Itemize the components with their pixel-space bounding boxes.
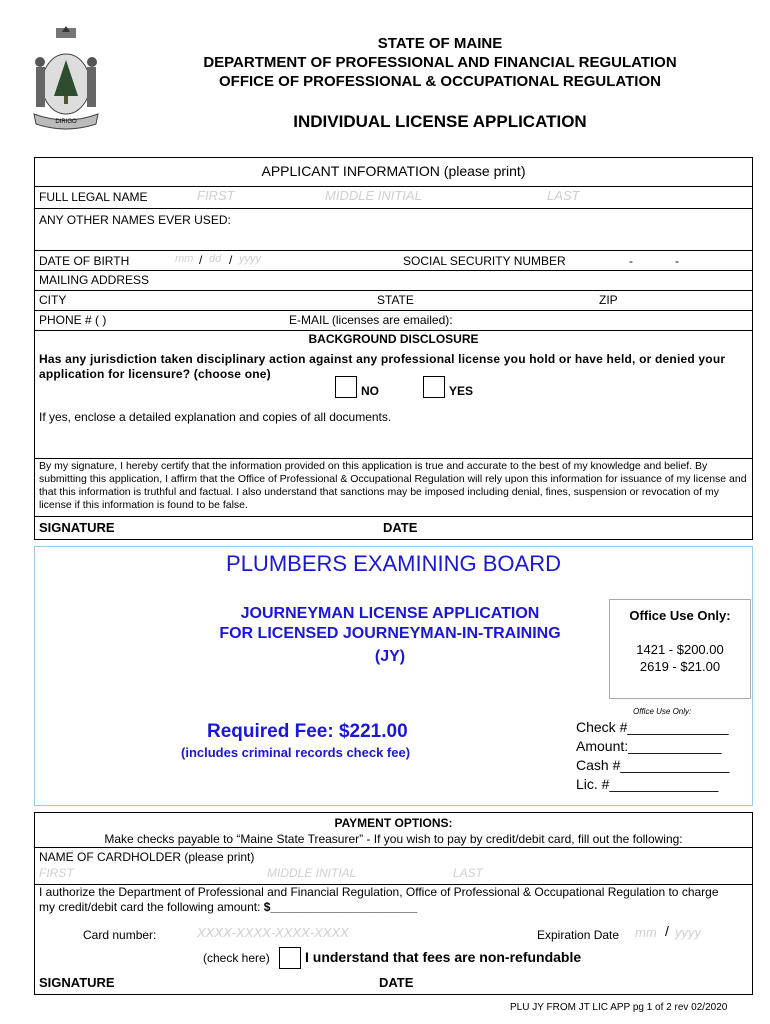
cardholder-label: NAME OF CARDHOLDER (please print) <box>39 850 255 864</box>
background-section <box>35 330 752 459</box>
background-question: Has any jurisdiction taken disciplinary action against any professional license you hold or have held, or denied your application for licensure? (choose one) <box>39 352 726 381</box>
payment-signature-label: SIGNATURE <box>39 975 115 990</box>
office-line-1: 1421 - $200.00 <box>636 642 724 657</box>
background-note: If yes, enclose a detailed explanation and copies of all documents. <box>39 410 392 424</box>
payment-form <box>34 812 753 995</box>
yes-label: YES <box>449 384 474 398</box>
certification-text: By my signature, I hereby certify that the information provided on this application is true and accurate to the best of my knowledge and belief. By submitting this application, I affirm that the Office of Professional & Occupational Regulation will rely upon this information for issuance of my license and that this information is truthful and factual. I also understand that sanctions may be imposed including denial, fines, suspension or revocation of my license if this information is found to be false. <box>39 460 747 511</box>
expiration-label: Expiration Date <box>537 928 620 942</box>
ssn-sep-2: - <box>675 254 679 268</box>
middle-initial-input[interactable]: MIDDLE INITIAL <box>325 188 422 203</box>
other-names-field[interactable] <box>35 208 752 251</box>
full-name-field[interactable] <box>35 186 752 209</box>
amount-field: Amount:____________ <box>576 738 722 754</box>
charge-amount-field[interactable]: $______________________ <box>263 900 418 914</box>
maine-state-seal <box>30 26 102 136</box>
email-label: E-MAIL (licenses are emailed): <box>289 313 453 327</box>
mailing-address-field[interactable] <box>35 270 752 291</box>
nonrefundable-checkbox[interactable] <box>279 947 301 969</box>
dob-day-input[interactable]: dd <box>209 253 222 265</box>
applicant-signature-row[interactable] <box>35 516 752 540</box>
yes-checkbox[interactable] <box>423 376 445 398</box>
form-footer: PLU JY FROM JT LIC APP pg 1 of 2 rev 02/2020 <box>510 1002 728 1013</box>
dob-month-input[interactable]: mm <box>175 253 194 265</box>
applicant-section-title: APPLICANT INFORMATION (please print) <box>261 163 526 179</box>
board-section <box>34 546 753 806</box>
mailing-address-label: MAILING ADDRESS <box>39 273 150 287</box>
app-line-2: FOR LICENSED JOURNEYMAN-IN-TRAINING <box>219 625 561 642</box>
fee-note: (includes criminal records check fee) <box>181 745 411 760</box>
applicant-form <box>34 157 753 540</box>
date-label: DATE <box>383 520 418 535</box>
expiration-month-input[interactable]: mm <box>635 925 657 940</box>
app-line-1: JOURNEYMAN LICENSE APPLICATION <box>240 605 540 622</box>
payment-instructions: Make checks payable to “Maine State Treasurer” - If you wish to pay by credit/debit card, fill out the following: <box>104 832 683 846</box>
header-department: DEPARTMENT OF PROFESSIONAL AND FINANCIAL REGULATION <box>203 54 677 71</box>
office-small-label: Office Use Only: <box>633 707 692 716</box>
office-title: Office Use Only: <box>629 608 731 623</box>
authorize-text <box>39 885 719 915</box>
dob-label: DATE OF BIRTH <box>39 254 130 268</box>
first-name-input[interactable]: FIRST <box>197 188 235 203</box>
dob-sep-1: / <box>199 253 203 267</box>
board-title: PLUMBERS EXAMINING BOARD <box>226 551 561 576</box>
app-line-3: (JY) <box>374 648 406 665</box>
required-fee: Required Fee: $221.00 <box>207 721 408 742</box>
signature-label: SIGNATURE <box>39 520 115 535</box>
page-title: INDIVIDUAL LICENSE APPLICATION <box>293 112 587 131</box>
ssn-sep-1: - <box>629 254 633 268</box>
card-number-label: Card number: <box>83 928 157 942</box>
svg-text:DIRIGO: DIRIGO <box>55 119 77 125</box>
no-checkbox[interactable] <box>335 376 357 398</box>
header-state: STATE OF MAINE <box>377 35 503 52</box>
dob-year-input[interactable]: yyyy <box>239 253 261 265</box>
zip-label: ZIP <box>599 293 618 307</box>
header-office: OFFICE OF PROFESSIONAL & OCCUPATIONAL REGULATION <box>219 73 661 90</box>
phone-label: PHONE # ( ) <box>39 313 107 327</box>
office-use-box <box>609 599 751 699</box>
dob-sep-2: / <box>229 253 233 267</box>
cash-number-field: Cash #______________ <box>576 757 730 773</box>
expiration-sep: / <box>665 923 669 939</box>
state-label: STATE <box>377 293 414 307</box>
other-names-label: ANY OTHER NAMES EVER USED: <box>39 213 231 227</box>
payment-title: PAYMENT OPTIONS: <box>334 816 453 830</box>
no-label: NO <box>361 384 379 398</box>
check-here-label: (check here) <box>203 951 270 965</box>
nonrefundable-label: I understand that fees are non-refundable <box>305 949 582 965</box>
authorize-statement: I authorize the Department of Professional and Financial Regulation, Office of Professional & Occupational Regulation to charge my credit/debit card the following amount: <box>39 885 719 914</box>
payment-date-label: DATE <box>379 975 414 990</box>
full-name-label: FULL LEGAL NAME <box>39 190 148 204</box>
license-number-field: Lic. #______________ <box>576 776 719 792</box>
check-number-field: Check #_____________ <box>576 719 729 735</box>
last-name-input[interactable]: LAST <box>547 188 580 203</box>
cardholder-field[interactable] <box>35 847 752 885</box>
expiration-year-input[interactable]: yyyy <box>675 925 701 940</box>
city-label: CITY <box>39 293 67 307</box>
card-number-input[interactable]: XXXX-XXXX-XXXX-XXXX <box>197 925 349 940</box>
cardholder-first-input[interactable]: FIRST <box>39 866 74 880</box>
background-title: BACKGROUND DISCLOSURE <box>308 332 479 346</box>
office-line-2: 2619 - $21.00 <box>639 659 721 674</box>
ssn-label: SOCIAL SECURITY NUMBER <box>403 254 566 268</box>
cardholder-middle-input[interactable]: MIDDLE INITIAL <box>267 866 357 880</box>
cardholder-last-input[interactable]: LAST <box>453 866 484 880</box>
